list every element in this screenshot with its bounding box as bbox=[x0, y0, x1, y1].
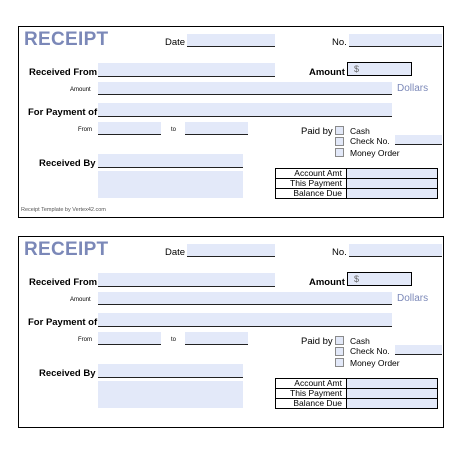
money-order-checkbox[interactable] bbox=[335, 358, 344, 367]
period-to-field[interactable] bbox=[185, 332, 248, 345]
check-number-field[interactable] bbox=[395, 135, 442, 145]
table-row bbox=[276, 379, 438, 389]
signature-field[interactable] bbox=[98, 171, 243, 198]
this-payment-label: This Payment bbox=[276, 179, 347, 189]
balance-due-field[interactable] bbox=[347, 399, 438, 409]
to-label: to bbox=[171, 127, 177, 133]
amount-words-field[interactable] bbox=[98, 82, 392, 95]
cash-label: Cash bbox=[350, 336, 370, 346]
to-label: to bbox=[171, 337, 177, 343]
dollars-label: Dollars bbox=[397, 293, 429, 304]
for-payment-label: For Payment of bbox=[28, 317, 98, 328]
from-label: From bbox=[78, 337, 92, 343]
amount-words-label: Amount bbox=[70, 87, 91, 93]
table-row bbox=[276, 169, 438, 179]
received-by-field[interactable] bbox=[98, 364, 243, 378]
money-order-checkbox[interactable] bbox=[335, 148, 344, 157]
check-checkbox[interactable] bbox=[335, 137, 344, 146]
dollars-label: Dollars bbox=[397, 83, 429, 94]
account-amt-label: Account Amt bbox=[276, 379, 347, 389]
this-payment-label: This Payment bbox=[276, 389, 347, 399]
period-from-field[interactable] bbox=[98, 332, 161, 345]
received-by-label: Received By bbox=[39, 158, 96, 169]
check-checkbox[interactable] bbox=[335, 347, 344, 356]
date-label: Date bbox=[165, 37, 186, 48]
for-payment-field[interactable] bbox=[98, 103, 392, 117]
amount-label: Amount bbox=[309, 67, 345, 78]
amount-field[interactable]: $ bbox=[347, 62, 412, 76]
table-row bbox=[276, 399, 438, 409]
amount-words-label: Amount bbox=[70, 297, 91, 303]
paid-by-label: Paid by bbox=[301, 126, 333, 137]
date-field[interactable] bbox=[187, 34, 275, 47]
money-order-label: Money Order bbox=[350, 358, 400, 368]
table-row bbox=[276, 389, 438, 399]
for-payment-field[interactable] bbox=[98, 313, 392, 327]
period-from-field[interactable] bbox=[98, 122, 161, 135]
cash-label: Cash bbox=[350, 126, 370, 136]
for-payment-label: For Payment of bbox=[28, 107, 98, 118]
check-label: Check No. bbox=[350, 136, 390, 146]
received-by-field[interactable] bbox=[98, 154, 243, 168]
receipt-number-field[interactable] bbox=[349, 34, 442, 47]
balance-due-field[interactable] bbox=[347, 189, 438, 199]
date-label: Date bbox=[165, 247, 186, 258]
account-amt-label: Account Amt bbox=[276, 169, 347, 179]
no-label: No. bbox=[332, 247, 347, 258]
this-payment-field[interactable] bbox=[347, 389, 438, 399]
table-row bbox=[276, 179, 438, 189]
account-amt-field[interactable] bbox=[347, 379, 438, 389]
from-label: From bbox=[78, 127, 92, 133]
signature-field[interactable] bbox=[98, 381, 243, 408]
receipt-title: RECEIPT bbox=[24, 29, 109, 50]
received-from-label: Received From bbox=[29, 277, 98, 288]
this-payment-field[interactable] bbox=[347, 179, 438, 189]
check-number-field[interactable] bbox=[395, 345, 442, 355]
cash-checkbox[interactable] bbox=[335, 126, 344, 135]
balance-due-label: Balance Due bbox=[276, 189, 347, 199]
template-credit: Receipt Template by Vertex42.com bbox=[21, 207, 106, 213]
receipt-form-2 bbox=[18, 236, 444, 428]
receipt-title: RECEIPT bbox=[24, 239, 109, 260]
check-label: Check No. bbox=[350, 346, 390, 356]
receipt-form-1 bbox=[18, 26, 444, 218]
balance-table bbox=[275, 168, 438, 199]
date-field[interactable] bbox=[187, 244, 275, 257]
received-from-field[interactable] bbox=[98, 63, 275, 77]
amount-words-field[interactable] bbox=[98, 292, 392, 305]
table-row bbox=[276, 189, 438, 199]
amount-field[interactable]: $ bbox=[347, 272, 412, 286]
receipt-number-field[interactable] bbox=[349, 244, 442, 257]
received-from-field[interactable] bbox=[98, 273, 275, 287]
paid-by-label: Paid by bbox=[301, 336, 333, 347]
received-by-label: Received By bbox=[39, 368, 96, 379]
money-order-label: Money Order bbox=[350, 148, 400, 158]
period-to-field[interactable] bbox=[185, 122, 248, 135]
no-label: No. bbox=[332, 37, 347, 48]
account-amt-field[interactable] bbox=[347, 169, 438, 179]
amount-label: Amount bbox=[309, 277, 345, 288]
balance-due-label: Balance Due bbox=[276, 399, 347, 409]
received-from-label: Received From bbox=[29, 67, 98, 78]
cash-checkbox[interactable] bbox=[335, 336, 344, 345]
balance-table bbox=[275, 378, 438, 409]
